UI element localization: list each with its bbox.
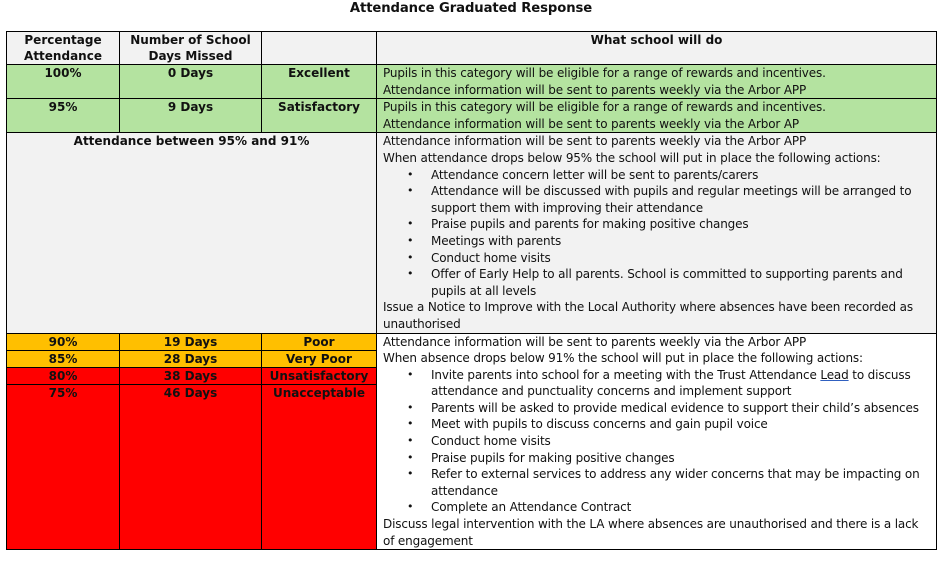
header-rating xyxy=(262,32,377,65)
action-line: Pupils in this category will be eligible for a range of rewards and incentives. xyxy=(383,66,826,80)
band-percentage: 90% xyxy=(7,333,120,350)
action-line: Attendance information will be sent to parents weekly via the Arbor APP xyxy=(383,82,807,97)
action-line: Attendance information will be sent to parents weekly via the Arbor AP xyxy=(383,116,799,131)
list-item: • Attendance will be discussed with pupils and regular meetings will be arranged to support them with improving their attendance xyxy=(431,183,930,216)
band-rating: Unacceptable xyxy=(262,384,377,550)
header-actions: What school will do xyxy=(377,32,937,65)
list-item: • Conduct home visits xyxy=(431,433,930,450)
list-item: • Attendance concern letter will be sent to parents/carers xyxy=(431,167,930,184)
list-item: • Meetings with parents xyxy=(431,233,930,250)
band-row-poor xyxy=(7,333,937,350)
low-band-actions xyxy=(377,333,937,550)
between-band-label: Attendance between 95% and 91% xyxy=(7,133,377,333)
band-days: 46 Days xyxy=(120,384,262,550)
attendance-table xyxy=(6,31,937,550)
outro-line: Discuss legal intervention with the LA where absences are unauthorised and there is a lack of engagement xyxy=(383,517,919,548)
band-days: 9 Days xyxy=(120,99,262,133)
action-line: Pupils in this category will be eligible for a range of rewards and incentives. xyxy=(383,100,826,115)
band-actions xyxy=(377,99,937,133)
list-item: • Refer to external services to address any wider concerns that may be impacting on attendance xyxy=(431,466,930,499)
band-row-satisfactory xyxy=(7,99,937,133)
band-days: 38 Days xyxy=(120,367,262,384)
outro-line: Issue a Notice to Improve with the Local Authority where absences have been recorded as unauthorised xyxy=(383,300,913,331)
band-actions xyxy=(377,65,937,99)
intro-line: When absence drops below 91% the school will put in place the following actions: xyxy=(383,351,863,366)
list-item: • Praise pupils for making positive changes xyxy=(431,450,930,467)
band-rating: Satisfactory xyxy=(262,99,377,133)
list-item: • Praise pupils and parents for making positive changes xyxy=(431,216,930,233)
list-item: • Offer of Early Help to all parents. School is committed to supporting parents and pupils at all levels xyxy=(431,266,930,299)
band-percentage: 95% xyxy=(7,99,120,133)
intro-line: When attendance drops below 95% the school will put in place the following actions: xyxy=(383,150,881,165)
band-percentage: 80% xyxy=(7,367,120,384)
band-row-excellent xyxy=(7,65,937,99)
document-title: Attendance Graduated Response xyxy=(349,1,593,16)
intro-line: Attendance information will be sent to parents weekly via the Arbor APP xyxy=(383,334,807,349)
band-rating: Very Poor xyxy=(262,350,377,367)
lead-link: Lead xyxy=(820,367,849,382)
item-text: to discuss attendance and punctuality concerns and implement support xyxy=(431,367,911,399)
band-percentage: 100% xyxy=(7,65,120,99)
band-rating: Excellent xyxy=(262,65,377,99)
band-days: 0 Days xyxy=(120,65,262,99)
band-days: 19 Days xyxy=(120,333,262,350)
list-item: • Complete an Attendance Contract xyxy=(431,499,930,516)
band-percentage: 85% xyxy=(7,350,120,367)
list-item: • Parents will be asked to provide medical evidence to support their child’s absences xyxy=(431,400,930,417)
list-item xyxy=(431,367,930,400)
item-text: Invite parents into school for a meeting with the Trust Attendance xyxy=(431,367,821,382)
list-item: • Meet with pupils to discuss concerns and gain pupil voice xyxy=(431,416,930,433)
band-rating: Poor xyxy=(262,333,377,350)
band-days: 28 Days xyxy=(120,350,262,367)
intro-line: Attendance information will be sent to parents weekly via the Arbor APP xyxy=(383,134,807,149)
header-percentage: Percentage Attendance xyxy=(7,32,120,65)
header-row xyxy=(7,32,937,65)
band-percentage: 75% xyxy=(7,384,120,550)
header-days-missed: Number of School Days Missed xyxy=(120,32,262,65)
between-action-list xyxy=(383,167,930,300)
low-action-list xyxy=(383,367,930,516)
band-rating: Unsatisfactory xyxy=(262,367,377,384)
between-band-actions xyxy=(377,133,937,333)
band-row-between xyxy=(7,133,937,333)
list-item: • Conduct home visits xyxy=(431,250,930,267)
